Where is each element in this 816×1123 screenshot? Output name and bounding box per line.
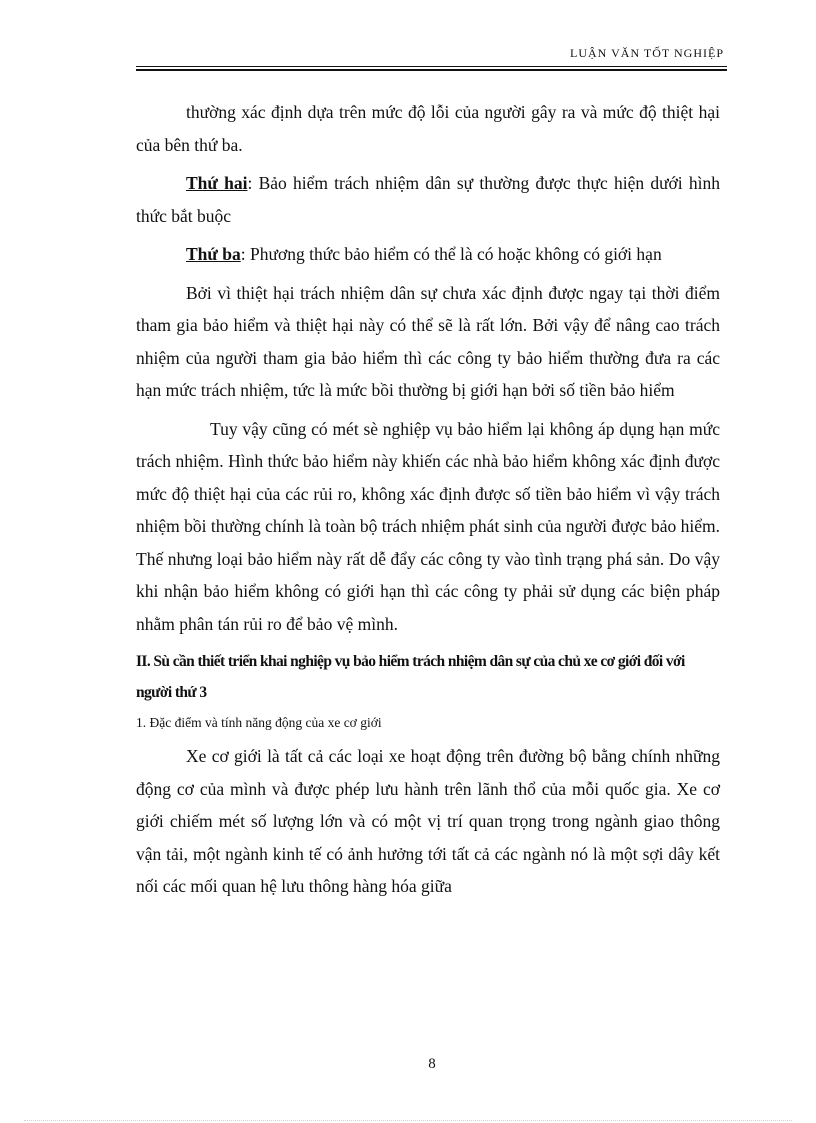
paragraph-second-point bbox=[136, 167, 720, 232]
header-rule-thin bbox=[136, 66, 727, 67]
second-point-text: : Bảo hiểm trách nhiệm dân sự thường được thực hiện dưới hình thức bắt buộc bbox=[136, 173, 720, 226]
paragraph-liability-limits: Bởi vì thiệt hại trách nhiệm dân sự chưa xác định được ngay tại thời điểm tham gia bảo hiểm và thiệt hại này có thể sẽ là rất lớn. Bởi vậy để nâng cao trách nhiệm của người tham gia bảo hiểm thì các công ty bảo hiểm thường đưa ra các hạn mức trách nhiệm, tức là mức bồi thường bị giới hạn bởi số tiền bảo hiểm bbox=[136, 282, 720, 400]
second-point-label: Thứ hai bbox=[186, 173, 248, 193]
header-rule-thick bbox=[136, 69, 727, 71]
paragraph-third-point bbox=[136, 238, 720, 271]
paragraph-unlimited-coverage: Tuy vậy cũng có mét sè nghiệp vụ bảo hiểm lại không áp dụng hạn mức trách nhiệm. Hình thức bảo hiểm này khiến các nhà bảo hiểm không xác định được mức độ thiệt hại của các rủi ro, không xác định được số tiền bảo hiểm vì vậy trách nhiệm bồi thường chính là toàn bộ trách nhiệm phát sinh của người được bảo hiểm. Thế nhưng loại bảo hiểm này rất dễ đẩy các công ty vào tình trạng phá sản. Do vậy khi nhận bảo hiểm không có giới hạn thì các công ty phải sử dụng các biện pháp nhằm phân tán rủi ro để bảo vệ mình. bbox=[136, 418, 721, 634]
section-heading: II. Sù cần thiết triển khai nghiệp vụ bảo hiểm trách nhiệm dân sự của chủ xe cơ giới đối với người thứ 3 bbox=[136, 653, 685, 701]
running-header-title: LUẬN VĂN TỐT NGHIỆP bbox=[570, 46, 724, 60]
third-point-label: Thứ ba bbox=[186, 244, 241, 264]
page-number: 8 bbox=[428, 1056, 436, 1072]
paragraph-motor-vehicles: Xe cơ giới là tất cả các loại xe hoạt động trên đường bộ bằng chính những động cơ của mình và được phép lưu hành trên lãnh thổ của mỗi quốc gia. Xe cơ giới chiếm mét số lượng lớn và có một vị trí quan trọng trong ngành giao thông vận tải, một ngành kinh tế có ảnh hưởng tới tất cả các ngành nó là một sợi dây kết nối các mối quan hệ lưu thông hàng hóa giữa bbox=[136, 746, 720, 896]
sub-heading: 1. Đặc điểm và tính năng động của xe cơ giới bbox=[136, 715, 382, 730]
page-body bbox=[136, 96, 720, 909]
paragraph-continuation: thường xác định dựa trên mức độ lỗi của người gây ra và mức độ thiệt hại của bên thứ ba. bbox=[136, 102, 720, 155]
third-point-text: : Phương thức bảo hiểm có thể là có hoặc không có giới hạn bbox=[240, 244, 662, 264]
page-bottom-border bbox=[24, 1120, 792, 1121]
